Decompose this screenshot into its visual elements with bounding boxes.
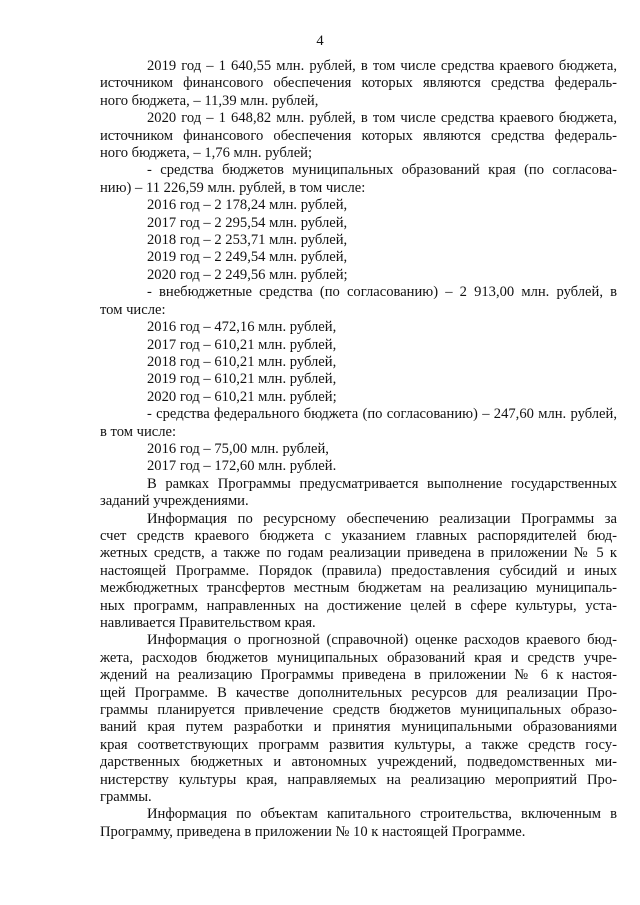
text-line: 2017 год – 610,21 млн. рублей, (147, 336, 337, 353)
text-line: 2017 год – 172,60 млн. рублей. (147, 458, 337, 475)
text-line: источником финансового обеспечения которых являются средства федераль- (100, 127, 617, 144)
text-line: ных программ, направленных на достижение целей в сфере культуры, уста- (100, 597, 617, 614)
text-line: Информация по ресурсному обеспечению реализации Программы за (147, 510, 617, 527)
text-line: - средства федерального бюджета (по согласованию) – 247,60 млн. рублей, (147, 406, 617, 423)
text-line: 2017 год – 2 295,54 млн. рублей, (147, 214, 348, 231)
text-line: в том числе: (100, 423, 177, 440)
text-line: нистерству культуры края, направляемых на реализацию мероприятий Про- (100, 771, 617, 788)
text-line: 2019 год – 1 640,55 млн. рублей, в том числе средства краевого бюджета, (147, 58, 617, 74)
text-line: Программу, приведена в приложении № 10 к настоящей Программе. (100, 823, 526, 840)
text-line: ного бюджета, – 11,39 млн. рублей, (100, 92, 319, 109)
text-line: 2019 год – 2 249,54 млн. рублей, (147, 249, 348, 266)
text-line: - внебюджетные средства (по согласованию) – 2 913,00 млн. рублей, в (147, 284, 617, 301)
text-line: 2020 год – 2 249,56 млн. рублей; (147, 266, 348, 283)
text-line: жета, расходов бюджетов муниципальных образований края и средств учре- (100, 649, 617, 666)
text-line: дарственных бюджетных и автономных учреждений, подведомственных ми- (100, 754, 617, 771)
text-line: ваний края путем разработки и принятия муниципальными образованиями (100, 719, 617, 736)
text-line: 2016 год – 2 178,24 млн. рублей, (147, 197, 348, 214)
page-number: 4 (316, 33, 324, 49)
document-body (100, 58, 617, 841)
text-line: ждений на реализацию Программы приведена в приложении № 6 к настоя- (100, 667, 617, 684)
text-line: том числе: (100, 301, 166, 318)
text-line: ного бюджета, – 1,76 млн. рублей; (100, 145, 313, 162)
text-line: граммы. (100, 789, 152, 806)
text-line: заданий учреждениями. (100, 493, 249, 510)
text-line: настоящей Программе. Порядок (правила) предоставления субсидий и иных (100, 562, 617, 579)
text-line: Информация о прогнозной (справочной) оценке расходов краевого бюд- (147, 632, 617, 649)
text-line: 2018 год – 610,21 млн. рублей, (147, 353, 337, 370)
text-line: 2016 год – 472,16 млн. рублей, (147, 319, 337, 336)
text-line: нию) – 11 226,59 млн. рублей, в том числе: (100, 179, 366, 196)
text-line: 2018 год – 2 253,71 млн. рублей, (147, 232, 348, 249)
text-line: В рамках Программы предусматривается выполнение государственных (147, 475, 617, 492)
text-line: щей Программе. В качестве дополнительных ресурсов для реализации Про- (100, 684, 617, 701)
text-line: жетных средств, а также по годам реализации приведена в приложении № 5 к (100, 545, 617, 562)
text-line: счет средств краевого бюджета с указанием главных распорядителей бюд- (100, 527, 617, 544)
text-line: 2016 год – 75,00 млн. рублей, (147, 440, 329, 457)
text-line: Информация по объектам капитального строительства, включенным в (147, 806, 617, 823)
text-line: межбюджетных трансфертов местным бюджетам на реализацию муниципаль- (100, 580, 617, 597)
text-line: источником финансового обеспечения которых являются средства федераль- (100, 75, 617, 92)
text-line: 2019 год – 610,21 млн. рублей, (147, 371, 337, 388)
text-line: края соответствующих программ развития культуры, а также средств госу- (100, 736, 617, 753)
text-line: 2020 год – 610,21 млн. рублей; (147, 388, 337, 405)
text-line: граммы планируется привлечение средств бюджетов муниципальных образо- (100, 702, 617, 719)
text-line: навливается Правительством края. (100, 615, 316, 631)
text-line: - средства бюджетов муниципальных образований края (по согласова- (147, 162, 617, 179)
text-line: 2020 год – 1 648,82 млн. рублей, в том числе средства краевого бюджета, (147, 110, 617, 127)
